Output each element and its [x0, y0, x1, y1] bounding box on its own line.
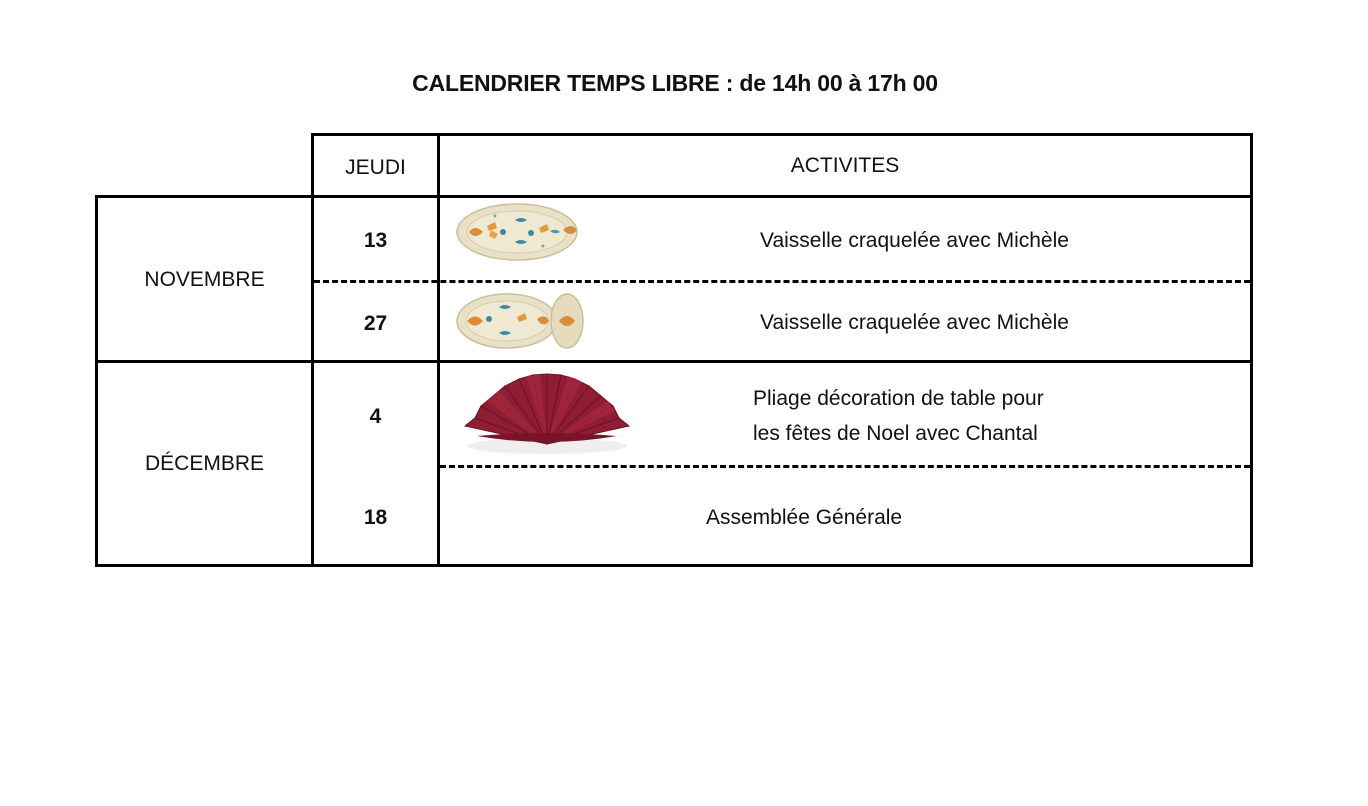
- day-4: 4: [369, 405, 382, 428]
- header-activites: ACTIVITES: [790, 154, 900, 177]
- activity-4-line1: Pliage décoration de table pour: [753, 387, 1044, 410]
- activity-13: Vaisselle craquelée avec Michèle: [760, 229, 1069, 252]
- table-border-header-bottom: [95, 195, 1253, 198]
- decorated-oval-dishes-image: [455, 289, 586, 353]
- table-border-left: [95, 195, 98, 567]
- table-border-right: [1250, 133, 1253, 567]
- table-border-month-col: [311, 133, 314, 567]
- header-jeudi: JEUDI: [345, 156, 406, 179]
- decorated-oval-dish-image: [455, 200, 586, 264]
- folded-red-napkin-image: [447, 366, 646, 462]
- activity-4-line2: les fêtes de Noel avec Chantal: [753, 422, 1038, 445]
- day-18: 18: [363, 506, 388, 529]
- day-27: 27: [363, 312, 388, 335]
- page-title: CALENDRIER TEMPS LIBRE : de 14h 00 à 17h 00: [412, 70, 938, 96]
- row-separator-november: [314, 280, 1250, 283]
- table-border-month-divider: [95, 360, 1253, 363]
- table-border-bottom: [95, 564, 1253, 567]
- activity-27: Vaisselle craquelée avec Michèle: [760, 311, 1069, 334]
- table-border-day-col: [437, 133, 440, 567]
- table-border-top: [311, 133, 1253, 136]
- row-separator-december: [440, 465, 1250, 468]
- activity-18: Assemblée Générale: [706, 506, 903, 529]
- month-november: NOVEMBRE: [144, 268, 265, 291]
- day-13: 13: [363, 229, 388, 252]
- month-december: DÉCEMBRE: [144, 452, 265, 475]
